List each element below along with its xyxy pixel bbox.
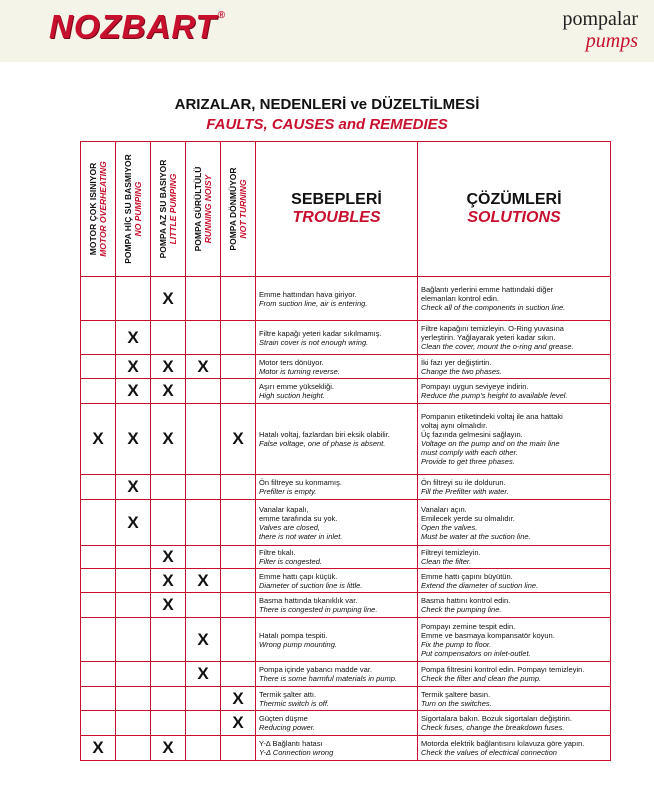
text-line-tr: Y-Δ Bağlantı hatası	[259, 739, 323, 748]
symptom-header: MOTOR ÇOK ISINIYOR MOTOR OVERHEATING	[81, 142, 116, 277]
symptom-mark-cell	[81, 687, 116, 711]
text-line-tr: Emilecek yerde su olmalıdır.	[421, 513, 515, 523]
x-mark: X	[127, 381, 139, 400]
symptom-mark-cell	[221, 277, 256, 321]
text-line-en: There is congested in pumping line.	[259, 605, 378, 614]
symptom-mark-cell	[221, 569, 256, 593]
x-mark: X	[92, 429, 104, 448]
symptom-mark-cell	[81, 618, 116, 662]
text-line-en: Must be water at the suction line.	[421, 531, 531, 541]
symptom-mark-cell	[116, 711, 151, 736]
symptom-mark-cell	[221, 593, 256, 618]
trouble-cell	[256, 404, 418, 475]
brand-name: NOZBART	[49, 8, 217, 45]
symptom-mark-cell	[186, 355, 221, 379]
symptom-mark-cell	[151, 569, 186, 593]
symptom-mark-cell	[81, 662, 116, 687]
symptom-mark-cell	[186, 593, 221, 618]
symptom-mark-cell	[186, 569, 221, 593]
table-row	[81, 404, 611, 475]
text-line-en: Wrong pump mounting.	[259, 639, 337, 649]
text-line-en: Y-Δ Connection wrong	[259, 748, 334, 757]
text-line-en: There is some harmful materials in pump.	[259, 674, 397, 683]
solution-cell	[418, 355, 611, 379]
symptom-mark-cell	[221, 618, 256, 662]
symptom-mark-cell	[116, 475, 151, 500]
text-line-tr: Ön filtreye su konmamış.	[259, 478, 342, 487]
table-row	[81, 736, 611, 761]
text-line-en: Prefilter is empty.	[259, 487, 317, 496]
symptom-mark-cell	[186, 546, 221, 569]
text-line-tr: Emme hattı çapını büyütün.	[421, 571, 513, 581]
table-row	[81, 569, 611, 593]
x-mark: X	[162, 288, 174, 308]
solution-cell	[418, 569, 611, 593]
symptom-mark-cell	[81, 736, 116, 761]
symptom-mark-cell	[221, 687, 256, 711]
x-mark: X	[162, 595, 174, 614]
solution-cell	[418, 618, 611, 662]
category-label	[562, 8, 638, 52]
symptom-mark-cell	[186, 500, 221, 546]
symptom-mark-cell	[221, 546, 256, 569]
text-line-en: Turn on the switches.	[421, 698, 492, 708]
solution-cell	[418, 500, 611, 546]
text-line-tr: Güçten düşme	[259, 714, 308, 723]
table-row	[81, 321, 611, 355]
text-line-tr: Üç fazında gelmesini sağlayın.	[421, 430, 523, 439]
solution-cell	[418, 736, 611, 761]
text-line-tr: Ön filtreyi su ile doldurun.	[421, 478, 506, 487]
trouble-cell	[256, 546, 418, 569]
x-mark: X	[162, 381, 174, 400]
text-line-tr: İki fazı yer değiştirtin.	[421, 357, 492, 367]
trouble-cell	[256, 355, 418, 379]
trouble-cell	[256, 711, 418, 736]
symptom-mark-cell	[81, 593, 116, 618]
table-row	[81, 618, 611, 662]
x-mark: X	[127, 356, 139, 376]
symptom-mark-cell	[186, 618, 221, 662]
trouble-cell	[256, 321, 418, 355]
symptom-mark-cell	[186, 687, 221, 711]
x-mark: X	[232, 688, 244, 708]
solution-cell	[418, 593, 611, 618]
solution-cell	[418, 546, 611, 569]
text-line-en: Extend the diameter of suction line.	[421, 580, 539, 590]
text-line-tr: Sigortalara bakın. Bozuk sigortaları değiştirin.	[421, 714, 572, 723]
table-header-row	[81, 142, 611, 277]
symptom-mark-cell	[116, 662, 151, 687]
symptom-mark-cell	[151, 355, 186, 379]
trouble-cell	[256, 277, 418, 321]
symptom-mark-cell	[186, 736, 221, 761]
x-mark: X	[92, 738, 104, 757]
page-title-tr: ARIZALAR, NEDENLERİ ve DÜZELTİLMESİ	[174, 96, 480, 113]
text-line-en: High suction height.	[259, 391, 325, 400]
table-row	[81, 546, 611, 569]
trouble-cell	[256, 687, 418, 711]
symptom-mark-cell	[221, 475, 256, 500]
x-mark: X	[127, 429, 139, 448]
text-line-tr: Emme hattından hava giriyor.	[259, 289, 357, 299]
registered-mark: ®	[217, 10, 227, 21]
symptom-mark-cell	[116, 687, 151, 711]
symptom-header: POMPA GÜRÜLTÜLÜ RUNNING NOISY	[186, 142, 221, 277]
text-line-en: Clean the cover, mount the o-ring and grease.	[421, 342, 574, 351]
symptom-mark-cell	[116, 277, 151, 321]
symptom-mark-cell	[151, 662, 186, 687]
text-line-en: Motor is turning reverse.	[259, 366, 340, 376]
symptom-mark-cell	[221, 500, 256, 546]
x-mark: X	[197, 356, 209, 376]
x-mark: X	[232, 429, 244, 448]
symptom-mark-cell	[151, 736, 186, 761]
symptom-mark-cell	[151, 546, 186, 569]
symptom-mark-cell	[81, 546, 116, 569]
symptom-mark-cell	[81, 379, 116, 404]
text-line-en: there is not water in inlet.	[259, 531, 343, 541]
text-line-tr: yerleştirin. Yağlayarak yeteri kadar sıkın.	[421, 333, 556, 342]
text-line-tr: Bağlantı yerlerini emme hattındaki diğer	[421, 285, 554, 294]
symptom-mark-cell	[221, 711, 256, 736]
solutions-header: ÇÖZÜMLERİ SOLUTIONS	[418, 142, 611, 277]
text-line-tr: Motor ters dönüyor.	[259, 357, 324, 367]
symptom-mark-cell	[116, 569, 151, 593]
table-row	[81, 500, 611, 546]
text-line-tr: elemanları kontrol edin.	[421, 294, 499, 303]
symptom-mark-cell	[151, 500, 186, 546]
trouble-cell	[256, 593, 418, 618]
x-mark: X	[127, 512, 139, 532]
x-mark: X	[127, 477, 139, 496]
text-line-tr: Emme hattı çapı küçük.	[259, 571, 338, 581]
text-line-en: Diameter of suction line is little.	[259, 580, 363, 590]
text-line-tr: Pompa içinde yabancı madde var.	[259, 665, 372, 674]
text-line-tr: Motorda elektrik bağlantısını kılavuza göre yapın.	[421, 739, 585, 748]
text-line-tr: Filtre kapağı yeteri kadar sıkılmamış.	[259, 328, 382, 338]
text-line-tr: Filtreyi temizleyin.	[421, 548, 481, 557]
trouble-cell	[256, 736, 418, 761]
text-line-en: Reducing power.	[259, 723, 316, 732]
symptom-mark-cell	[186, 404, 221, 475]
symptom-mark-cell	[116, 593, 151, 618]
symptom-mark-cell	[81, 500, 116, 546]
text-line-tr: Hatalı voltaj, fazlardan biri eksik olabilir.	[259, 430, 390, 439]
symptom-mark-cell	[221, 662, 256, 687]
text-line-tr: Basma hattını kontrol edin.	[421, 596, 511, 605]
symptom-mark-cell	[81, 711, 116, 736]
symptom-mark-cell	[116, 500, 151, 546]
symptom-mark-cell	[151, 379, 186, 404]
solution-cell	[418, 404, 611, 475]
symptom-mark-cell	[81, 475, 116, 500]
symptom-mark-cell	[151, 277, 186, 321]
text-line-tr: Vanaları açın.	[421, 504, 467, 514]
page-title-en: FAULTS, CAUSES and REMEDIES	[206, 116, 448, 133]
solution-cell	[418, 711, 611, 736]
troubles-header: SEBEPLERİ TROUBLES	[256, 142, 418, 277]
symptom-header: POMPA HİÇ SU BASMIYOR NO PUMPING	[116, 142, 151, 277]
table-row	[81, 475, 611, 500]
trouble-cell	[256, 475, 418, 500]
text-line-tr: voltaj aynı olmalıdır.	[421, 421, 488, 430]
symptom-mark-cell	[186, 379, 221, 404]
symptom-mark-cell	[81, 404, 116, 475]
symptom-mark-cell	[186, 321, 221, 355]
symptom-mark-cell	[116, 321, 151, 355]
symptom-mark-cell	[186, 277, 221, 321]
text-line-tr: Termik şaltere basın.	[421, 689, 491, 699]
text-line-tr: Filtre kapağını temizleyin. O-Ring yuvasına	[421, 324, 564, 333]
symptom-mark-cell	[116, 736, 151, 761]
x-mark: X	[232, 713, 244, 732]
x-mark: X	[197, 570, 209, 590]
symptom-mark-cell	[81, 569, 116, 593]
table-row	[81, 711, 611, 736]
text-line-en: From suction line, air is entering.	[259, 298, 368, 308]
x-mark: X	[162, 356, 174, 376]
text-line-en: Open the valves.	[421, 522, 478, 532]
symptom-mark-cell	[81, 355, 116, 379]
symptom-mark-cell	[116, 355, 151, 379]
x-mark: X	[162, 570, 174, 590]
symptom-mark-cell	[81, 321, 116, 355]
text-line-tr: Termik şalter attı.	[259, 689, 317, 699]
text-line-en: Fill the Prefilter with water.	[421, 487, 509, 496]
text-line-tr: Emme ve basmaya kompansatör koyun.	[421, 630, 555, 640]
symptom-mark-cell	[151, 618, 186, 662]
text-line-tr: Pompayı zemine tespit edin.	[421, 621, 516, 631]
text-line-tr: Filtre tıkalı.	[259, 548, 296, 557]
symptom-mark-cell	[151, 711, 186, 736]
text-line-tr: emme tarafında su yok.	[259, 513, 338, 523]
symptom-mark-cell	[81, 277, 116, 321]
text-line-en: Check the filter and clean the pump.	[421, 674, 542, 683]
x-mark: X	[197, 664, 209, 683]
symptom-mark-cell	[151, 593, 186, 618]
x-mark: X	[162, 738, 174, 757]
x-mark: X	[127, 327, 139, 347]
text-line-tr: Pompa filtresini kontrol edin. Pompayı temizleyin.	[421, 665, 585, 674]
text-line-en: Filter is congested.	[259, 557, 322, 566]
table-row	[81, 593, 611, 618]
solution-cell	[418, 475, 611, 500]
symptom-mark-cell	[221, 355, 256, 379]
text-line-en: Check the values of electrical connection	[421, 748, 557, 757]
text-line-tr: Hatalı pompa tespiti.	[259, 630, 328, 640]
table-row	[81, 379, 611, 404]
symptom-header: POMPA AZ SU BASIYOR LITTLE PUMPING	[151, 142, 186, 277]
text-line-en: Valves are closed,	[259, 522, 321, 532]
text-line-en: Check the pumping line.	[421, 605, 502, 614]
faults-table	[80, 141, 611, 761]
symptom-mark-cell	[221, 321, 256, 355]
symptom-mark-cell	[116, 404, 151, 475]
text-line-en: Check all of the components in suction line.	[421, 303, 566, 312]
solution-cell	[418, 321, 611, 355]
text-line-en: Fix the pump to floor.	[421, 639, 492, 649]
text-line-en: Reduce the pump's height to available level.	[421, 391, 568, 400]
symptom-mark-cell	[221, 404, 256, 475]
symptom-mark-cell	[116, 618, 151, 662]
x-mark: X	[197, 629, 209, 649]
page-header	[0, 0, 654, 62]
symptom-header: POMPA DÖNMÜYOR NOT TURNING	[221, 142, 256, 277]
symptom-mark-cell	[186, 662, 221, 687]
table-row	[81, 687, 611, 711]
symptom-mark-cell	[151, 475, 186, 500]
text-line-en: Clean the filter.	[421, 557, 472, 566]
text-line-tr: Aşırı emme yüksekliği.	[259, 382, 335, 391]
x-mark: X	[162, 429, 174, 448]
symptom-mark-cell	[116, 379, 151, 404]
text-line-en: must comply with each other.	[421, 448, 518, 457]
symptom-mark-cell	[221, 379, 256, 404]
text-line-en: Check fuses, change the breakdown fuses.	[421, 723, 565, 732]
trouble-cell	[256, 500, 418, 546]
table-row	[81, 277, 611, 321]
text-line-en: Voltage on the pump and on the main line	[421, 439, 560, 448]
text-line-en: Thermic switch is off.	[259, 698, 330, 708]
x-mark: X	[162, 547, 174, 566]
solution-cell	[418, 687, 611, 711]
trouble-cell	[256, 379, 418, 404]
text-line-en: Put compensators on inlet-outlet.	[421, 648, 531, 658]
text-line-tr: Pompayı uygun seviyeye indirin.	[421, 382, 529, 391]
trouble-cell	[256, 618, 418, 662]
trouble-cell	[256, 662, 418, 687]
solution-cell	[418, 662, 611, 687]
text-line-tr: Basma hattında tıkanıklık var.	[259, 596, 358, 605]
symptom-mark-cell	[151, 687, 186, 711]
table-row	[81, 662, 611, 687]
table-row	[81, 355, 611, 379]
symptom-mark-cell	[221, 736, 256, 761]
solution-cell	[418, 379, 611, 404]
symptom-mark-cell	[186, 475, 221, 500]
solution-cell	[418, 277, 611, 321]
text-line-tr: Pompanın etiketindeki voltaj ile ana hattaki	[421, 412, 563, 421]
category-en: pumps	[585, 30, 638, 52]
symptom-mark-cell	[186, 711, 221, 736]
category-tr: pompalar	[562, 8, 638, 30]
text-line-en: Change the two phases.	[421, 366, 502, 376]
symptom-mark-cell	[151, 404, 186, 475]
text-line-en: False voltage, one of phase is absent.	[259, 439, 386, 448]
symptom-mark-cell	[116, 546, 151, 569]
symptom-mark-cell	[151, 321, 186, 355]
text-line-en: Strain cover is not enough wring.	[259, 337, 369, 347]
brand-logo	[49, 8, 226, 46]
text-line-en: Provide to get three phases.	[421, 457, 515, 466]
text-line-tr: Vanalar kapalı,	[259, 504, 309, 514]
trouble-cell	[256, 569, 418, 593]
